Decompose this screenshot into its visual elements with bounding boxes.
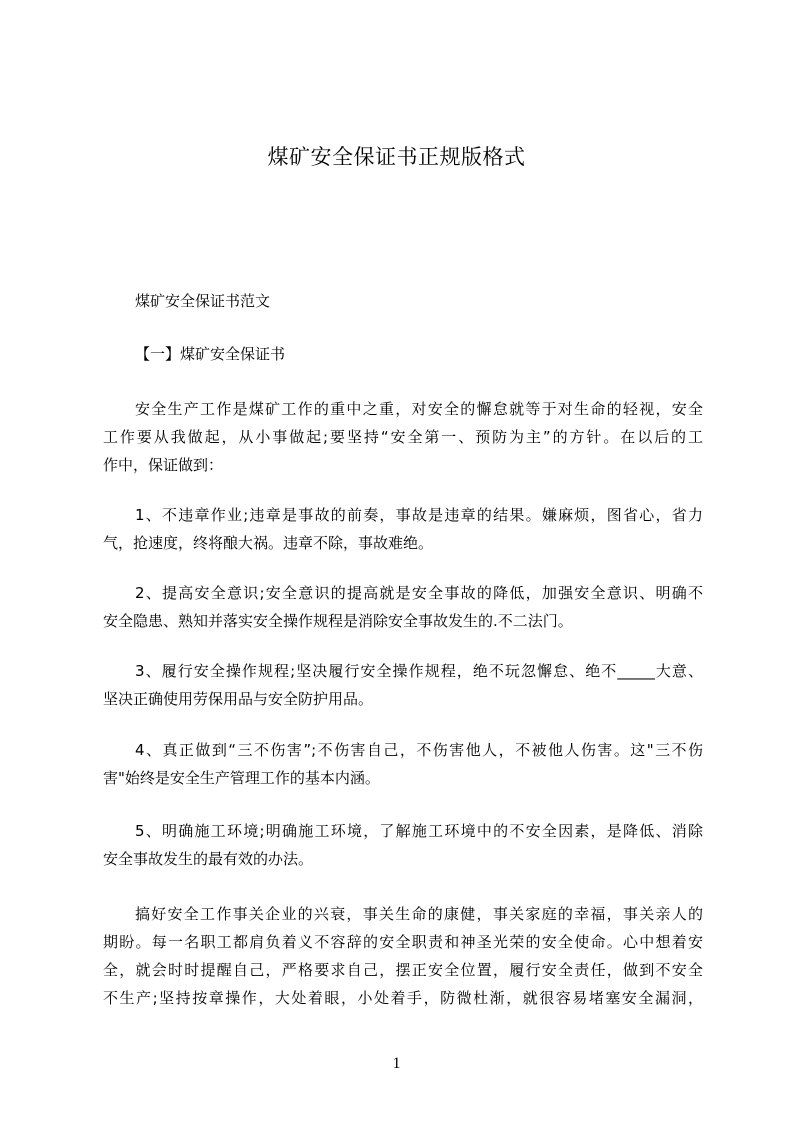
- paragraph-line: 不生产;坚持按章操作，大处着眼，小处着手，防微杜渐，就很容易堵塞安全漏洞，: [103, 989, 703, 1007]
- section-heading: 【一】煤矿安全保证书: [135, 345, 286, 363]
- paragraph-line: 搞好安全工作事关企业的兴衰，事关生命的康健，事关家庭的幸福，事关亲人的: [135, 905, 703, 923]
- page-number: 1: [392, 1055, 401, 1072]
- paragraph-line: 5、明确施工环境;明确施工环境，了解施工环境中的不安全因素，是降低、消除: [135, 822, 703, 840]
- paragraph-line: 作中，保证做到：: [103, 456, 224, 474]
- document-title: 煤矿安全保证书正规版格式: [267, 145, 526, 169]
- paragraph-line: 害"始终是安全生产管理工作的基本内涵。: [103, 769, 380, 787]
- paragraph-line: 坚决正确使用劳保用品与安全防护用品。: [103, 690, 374, 708]
- paragraph-line: 全，就会时时提醒自己，严格要求自己，摆正安全位置，履行安全责任，做到不安全: [103, 961, 703, 979]
- paragraph-line: 期盼。每一名职工都肩负着义不容辞的安全职责和神圣光荣的安全使命。心中想着安: [103, 933, 703, 951]
- paragraph-line: 3、履行安全操作规程;坚决履行安全操作规程，绝不玩忽懈怠、绝不_____大意、: [135, 662, 703, 680]
- paragraph-line: 4、真正做到“三不伤害”;不伤害自己，不伤害他人，不被他人伤害。这"三不伤: [135, 741, 703, 759]
- paragraph-line: 安全事故发生的最有效的办法。: [103, 850, 314, 868]
- paragraph-line: 2、提高安全意识;安全意识的提高就是安全事故的降低，加强安全意识、明确不: [135, 584, 703, 602]
- document-subtitle: 煤矿安全保证书范文: [135, 292, 271, 310]
- paragraph-line: 1、不违章作业;违章是事故的前奏，事故是违章的结果。嫌麻烦，图省心，省力: [135, 506, 703, 524]
- paragraph-line: 安全生产工作是煤矿工作的重中之重，对安全的懈怠就等于对生命的轻视，安全: [135, 400, 703, 418]
- paragraph-line: 工作要从我做起，从小事做起;要坚持“安全第一、预防为主”的方针。在以后的工: [103, 428, 703, 446]
- paragraph-line: 安全隐患、熟知并落实安全操作规程是消除安全事故发生的.不二法门。: [103, 612, 573, 630]
- paragraph-line: 气，抢速度，终将酿大祸。违章不除，事故难绝。: [103, 534, 434, 552]
